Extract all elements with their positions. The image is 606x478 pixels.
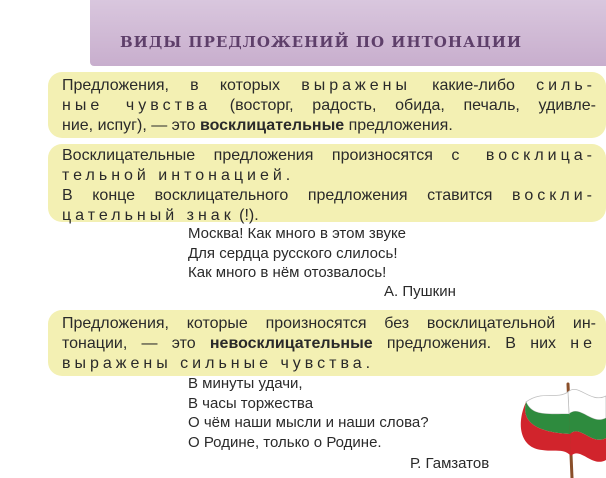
poem-author: А. Пушкин xyxy=(384,283,456,300)
rule-text: В конце восклицательного предложения ставится xyxy=(62,187,512,204)
rule-line xyxy=(62,96,596,116)
poem-line: Для сердца русского слилось! xyxy=(188,244,398,262)
poem-line: Как много в нём отозвалось! xyxy=(188,264,387,281)
rule-line xyxy=(62,354,596,374)
spaced-text: силь- xyxy=(536,77,596,94)
spaced-text: ные чувства xyxy=(62,97,212,114)
poem-line: В минуты удачи, xyxy=(188,375,303,392)
rule-text: . xyxy=(285,167,291,184)
rule-text: Предложения, в которых xyxy=(62,77,302,94)
term-bold: восклицательные xyxy=(199,117,345,134)
rule-line xyxy=(62,76,596,96)
rule-text: предложения. xyxy=(344,117,453,134)
rule-box-intonation xyxy=(48,144,606,222)
rule-line xyxy=(62,146,596,166)
poem-line: О Родине, только о Родине. xyxy=(188,433,382,451)
rule-line xyxy=(62,314,596,334)
rule-line xyxy=(62,186,596,206)
spaced-text: с восклица- xyxy=(451,147,596,164)
rule-text: предложения. В них xyxy=(372,335,571,352)
rule-text: Восклицательные предложения произносятся xyxy=(62,147,452,164)
spaced-text: цательный знак xyxy=(62,207,235,224)
rule-text: Предложения, которые произносятся без восклицательной ин- xyxy=(62,315,596,332)
poem-author: Р. Гамзатов xyxy=(410,455,490,472)
bulgarian-flag-icon xyxy=(512,378,606,478)
poem-line: О чём наши мысли и наши слова? xyxy=(188,414,429,431)
rule-box-exclamatory xyxy=(48,72,606,138)
rule-line xyxy=(62,334,596,354)
poem-line: Москва! Как много в этом звуке xyxy=(188,225,407,242)
rule-text: ние, испуг), — это xyxy=(62,117,200,134)
rule-text: (восторг, радость, обида, печаль, удивле- xyxy=(211,97,596,114)
poem-pushkin xyxy=(188,224,406,283)
rule-text: тонации, — это xyxy=(62,335,210,352)
rule-line xyxy=(62,206,596,226)
rule-text: (!). xyxy=(234,207,259,224)
section-title: ВИДЫ ПРЕДЛОЖЕНИЙ ПО ИНТОНАЦИИ xyxy=(120,33,523,51)
poem-line: В часы торжества xyxy=(188,394,314,412)
spaced-text: воскли- xyxy=(512,187,596,204)
section-banner xyxy=(90,0,606,66)
rule-box-non-exclamatory xyxy=(48,310,606,376)
spaced-text: тельной интонацией xyxy=(62,167,286,184)
rule-line xyxy=(62,166,596,186)
spaced-text: выражены xyxy=(301,77,411,94)
rule-text: . xyxy=(365,355,371,372)
term-bold: невосклицательные xyxy=(209,335,373,352)
poem-gamzatov xyxy=(188,374,429,452)
rule-text: какие-либо xyxy=(410,77,537,94)
spaced-text: выражены сильные чувства xyxy=(62,355,366,372)
spaced-text: не xyxy=(570,335,596,352)
rule-line xyxy=(62,116,596,136)
